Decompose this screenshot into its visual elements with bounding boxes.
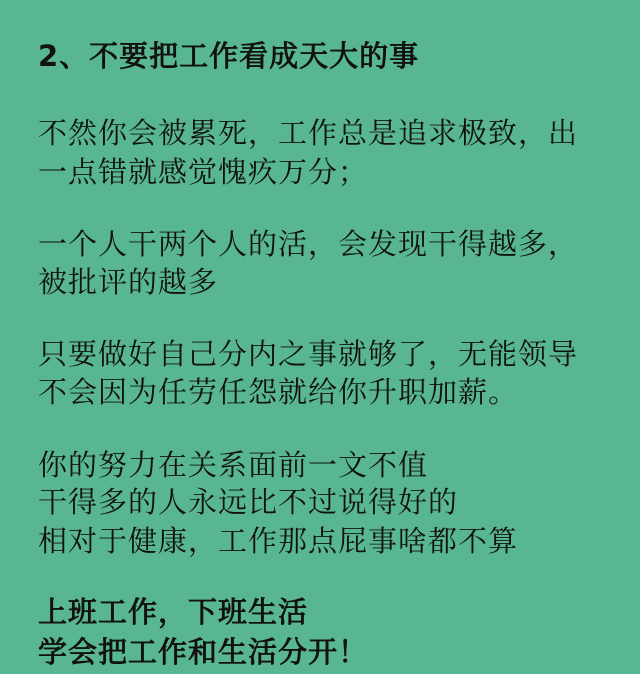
paragraph-2-line-2: 被批评的越多 (38, 265, 219, 299)
paragraph-4-line-2: 干得多的人永远比不过说得好的 (38, 485, 459, 519)
paragraph-3-line-2: 不会因为任劳任怨就给你升职加薪。 (38, 375, 519, 409)
section-heading: 2、不要把工作看成天大的事 (38, 39, 420, 73)
closing-line-1: 上班工作，下班生活 (38, 595, 309, 629)
closing-line-2: 学会把工作和生活分开！ (38, 635, 369, 669)
paragraph-3-line-1: 只要做好自己分内之事就够了，无能领导 (38, 337, 579, 371)
paragraph-1-line-1: 不然你会被累死，工作总是追求极致，出 (38, 116, 579, 150)
paragraph-4-line-1: 你的努力在关系面前一文不值 (38, 448, 429, 482)
paragraph-2-line-1: 一个人干两个人的活，会发现干得越多， (38, 227, 579, 261)
paragraph-1-line-2: 一点错就感觉愧疚万分； (38, 155, 369, 189)
paragraph-4-line-3: 相对于健康，工作那点屁事啥都不算 (38, 524, 519, 558)
